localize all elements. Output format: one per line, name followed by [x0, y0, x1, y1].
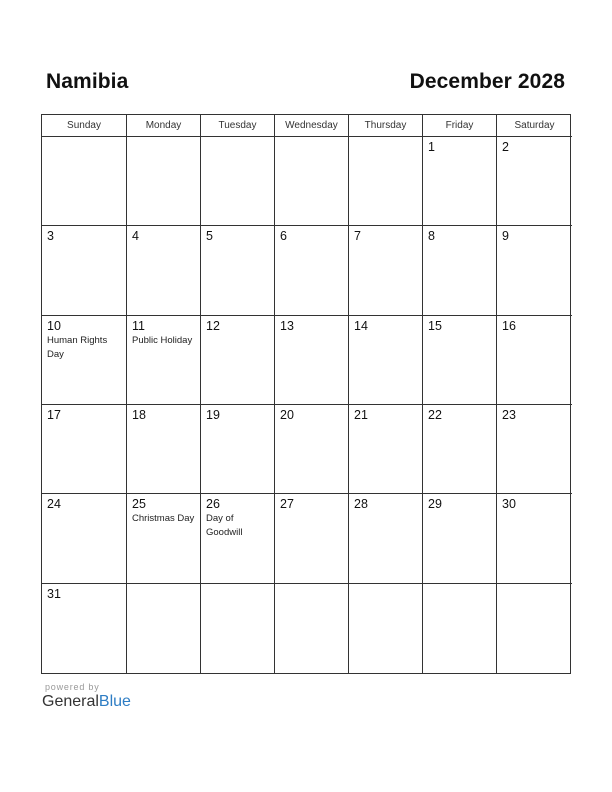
day-cell — [349, 226, 423, 315]
day-cell — [423, 226, 497, 315]
day-number: 31 — [47, 586, 61, 601]
day-number: 24 — [47, 497, 61, 512]
weekday-header: Tuesday — [201, 115, 275, 137]
day-cell — [275, 316, 349, 405]
day-cell — [423, 405, 497, 494]
day-cell — [497, 316, 572, 405]
logo-general-text: General — [42, 693, 99, 710]
day-cell — [42, 494, 127, 583]
day-cell — [497, 226, 572, 315]
day-cell — [349, 316, 423, 405]
day-cell — [201, 226, 275, 315]
day-number: 11 — [132, 318, 145, 333]
day-number: 27 — [280, 497, 294, 512]
day-cell — [423, 494, 497, 583]
brand-footer — [42, 682, 131, 711]
day-number: 8 — [428, 229, 435, 244]
day-number: 4 — [132, 229, 139, 244]
weekday-header: Saturday — [497, 115, 572, 137]
country-title: Namibia — [46, 70, 129, 93]
day-number: 30 — [502, 497, 516, 512]
day-number: 6 — [280, 229, 287, 244]
day-number: 29 — [428, 497, 442, 512]
powered-by-text: powered by — [45, 682, 100, 692]
weekday-header: Thursday — [349, 115, 423, 137]
day-cell — [127, 226, 201, 315]
day-number: 17 — [47, 408, 61, 422]
day-number: 1 — [428, 140, 435, 154]
day-cell — [349, 494, 423, 583]
day-cell — [275, 494, 349, 583]
weekday-header: Sunday — [42, 115, 127, 137]
day-cell — [497, 405, 572, 494]
day-number: 12 — [206, 318, 220, 333]
day-cell — [497, 494, 572, 583]
holiday-label: Christmas Day — [132, 513, 195, 525]
month-title: December 2028 — [409, 70, 565, 93]
weekday-header: Monday — [127, 115, 201, 137]
day-cell — [42, 584, 127, 673]
day-cell — [275, 137, 349, 226]
day-cell — [127, 137, 201, 226]
day-cell — [42, 316, 127, 405]
day-number: 9 — [502, 229, 509, 244]
day-cell — [42, 405, 127, 494]
day-cell — [275, 226, 349, 315]
day-cell — [201, 316, 275, 405]
day-number: 16 — [502, 318, 516, 333]
day-cell — [127, 316, 201, 405]
day-number: 2 — [502, 140, 509, 154]
day-cell — [201, 405, 275, 494]
day-number: 28 — [354, 497, 368, 512]
day-number: 15 — [428, 318, 442, 333]
day-number: 13 — [280, 318, 294, 333]
day-cell — [42, 137, 127, 226]
generalblue-logo[interactable] — [42, 693, 131, 711]
day-cell — [423, 584, 497, 673]
day-cell — [423, 137, 497, 226]
holiday-label: Human Rights Day — [47, 334, 108, 360]
day-cell — [127, 584, 201, 673]
day-cell — [275, 584, 349, 673]
day-cell — [349, 584, 423, 673]
day-number: 3 — [47, 229, 54, 244]
day-number: 23 — [502, 408, 516, 422]
holiday-label: Public Holiday — [132, 334, 193, 346]
day-number: 20 — [280, 408, 294, 422]
day-number: 10 — [47, 318, 61, 333]
day-cell — [201, 584, 275, 673]
day-number: 5 — [206, 229, 213, 244]
day-cell — [349, 137, 423, 226]
day-number: 21 — [354, 408, 368, 422]
day-cell — [201, 494, 275, 583]
day-number: 14 — [354, 318, 368, 333]
day-cell — [201, 137, 275, 226]
logo-blue-text: Blue — [98, 693, 131, 710]
day-number: 18 — [132, 408, 146, 422]
calendar-grid — [41, 114, 571, 674]
day-number: 22 — [428, 408, 442, 422]
day-cell — [423, 316, 497, 405]
day-number: 19 — [206, 408, 220, 422]
day-number: 26 — [206, 497, 220, 512]
holiday-label: Day of Goodwill — [206, 513, 243, 539]
day-cell — [275, 405, 349, 494]
weekday-header: Wednesday — [275, 115, 349, 137]
day-number: 25 — [132, 497, 146, 512]
day-cell — [127, 494, 201, 583]
day-number: 7 — [354, 229, 361, 244]
day-cell — [497, 584, 572, 673]
day-cell — [497, 137, 572, 226]
weekday-header: Friday — [423, 115, 497, 137]
day-cell — [349, 405, 423, 494]
day-cell — [42, 226, 127, 315]
day-cell — [127, 405, 201, 494]
